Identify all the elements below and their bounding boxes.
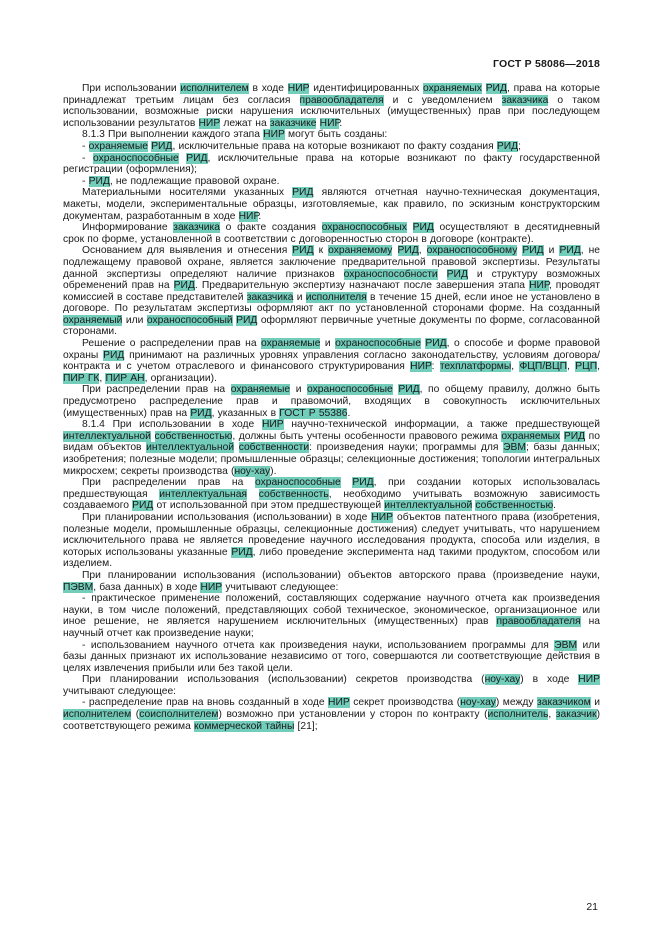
- highlighted-term: охраняемые: [88, 140, 149, 152]
- page-number: 21: [586, 901, 598, 913]
- highlighted-term: РИД: [151, 140, 173, 152]
- highlighted-term: РИД: [292, 187, 314, 199]
- highlighted-term: РИД: [132, 500, 154, 512]
- document-header: ГОСТ Р 58086—2018: [492, 58, 600, 70]
- highlighted-term: НИР: [287, 83, 310, 94]
- highlighted-term: исполнителя: [305, 291, 367, 303]
- highlighted-term: ноу-хау: [484, 674, 521, 686]
- highlighted-term: РИД: [186, 152, 208, 164]
- highlighted-term: РИД: [485, 83, 507, 94]
- highlighted-term: правообладателя: [299, 94, 384, 106]
- highlighted-term: РИД: [292, 245, 314, 257]
- paragraph: - охраноспособные РИД, исключительные права на которые возникают по факту государственной регистрации (оформления);: [63, 152, 600, 176]
- highlighted-term: охраноспособному: [426, 245, 518, 257]
- paragraph: Решение о распределении прав на охраняемые и охраноспособные РИД, о способе и форме правовой охраны РИД принимают на различных уровнях управления согласно законодательству, условиям договора/контракта и с учетом отраслевого и финансового структурирования НИР: техплатформы, ФЦП/ВЦП, РЦП, ПИР ГК, ПИР АН, организации).: [63, 338, 601, 384]
- highlighted-term: исполнителем: [180, 83, 249, 94]
- highlighted-term: заказчика: [501, 94, 549, 106]
- highlighted-term: РИД: [352, 477, 374, 489]
- paragraph: - охраняемые РИД, исключительные права на которые возникают по факту создания РИД;: [82, 140, 522, 152]
- paragraph: - РИД, не подлежащие правовой охране.: [82, 175, 280, 187]
- paragraph: При планировании использования (использовании) объектов авторского права (произведение науки, ПЭВМ, база данных) в ходе НИР учитывают следующее:: [63, 569, 600, 593]
- highlighted-term: коммерческой тайны: [193, 720, 295, 732]
- highlighted-term: охраняемые: [261, 338, 321, 350]
- highlighted-term: исполнитель: [487, 709, 549, 721]
- highlighted-term: НИР: [198, 117, 221, 129]
- highlighted-term: ПИР ГК: [63, 372, 100, 384]
- highlighted-term: собственностью: [475, 500, 554, 512]
- highlighted-term: НИР: [371, 511, 394, 523]
- highlighted-term: охраноспособности: [343, 268, 438, 280]
- highlighted-term: правообладателя: [496, 616, 581, 628]
- highlighted-term: ПИР АН: [105, 372, 145, 384]
- highlighted-term: РИД: [522, 245, 544, 257]
- highlighted-term: собственность: [258, 488, 329, 500]
- highlighted-term: охраняемому: [328, 245, 393, 257]
- highlighted-term: НИР: [578, 674, 600, 686]
- highlighted-term: РИД: [88, 175, 110, 187]
- paragraph: При планировании использования (использовании) секретов производства (ноу-хау) в ходе НИР учитывают следующее:: [63, 674, 600, 697]
- highlighted-term: РИД: [563, 430, 586, 442]
- highlighted-term: собственностью: [154, 430, 233, 442]
- highlighted-term: охраноспособных: [321, 222, 407, 234]
- paragraph: При распределении прав на охраняемые и охраноспособные РИД, по общему правилу, должно быть предусмотрено распределение прав и правомочий, входящих в совокупность исключительных (имущественных) прав на РИД, указанных в ГОСТ Р 55386.: [63, 384, 600, 419]
- highlighted-term: соисполнителем: [139, 709, 219, 721]
- paragraph: 8.1.4 При использовании в ходе НИР научно-технической информации, а также предшествующей интеллектуальной собственностью, должны быть учтены особенности правового режима охраняемых РИД по видам объектов интеллектуальной собственности: произведения науки; программы для ЭВМ; базы данных; изобретения; полезные модели; промышленные образцы; селекционные достижения; топологии интегральных микросхем; секреты производства (ноу-хау).: [63, 419, 601, 477]
- highlighted-term: НИР: [261, 419, 284, 431]
- paragraph: - распределение прав на вновь созданный в ходе НИР секрет производства (ноу-хау) между заказчиком и исполнителем (соисполнителем) возможно при установлении у сторон по контракту (исполнитель, заказчик) соответствующего режима коммерческой тайны [21];: [63, 697, 600, 732]
- highlighted-term: ЭВМ: [503, 442, 526, 454]
- highlighted-term: ноу-хау: [460, 697, 496, 709]
- highlighted-term: интеллектуальная: [159, 488, 248, 500]
- paragraph: При планировании использования (использовании) в ходе НИР объектов патентного права (изобретения, полезные модели, промышленные образцы, селекционные достижения) следует учитывать, что нарушением исключительного права не является проведение научного исследования продукта, способа или изделия, в которых использованы указанные РИД, либо проведение эксперимента над такими продуктом, способом или изделием.: [63, 511, 601, 570]
- highlighted-term: РИД: [236, 314, 258, 326]
- highlighted-term: охраняемых: [501, 430, 561, 442]
- highlighted-term: заказчике: [269, 117, 317, 129]
- highlighted-term: ЭВМ: [554, 639, 578, 651]
- highlighted-term: РИД: [173, 280, 195, 292]
- highlighted-term: РИД: [412, 222, 434, 234]
- highlighted-term: РИД: [446, 268, 468, 280]
- highlighted-term: РИД: [397, 245, 419, 257]
- highlighted-term: заказчик: [555, 709, 597, 721]
- highlighted-term: охраняемый: [63, 314, 123, 326]
- highlighted-term: НИР: [263, 129, 285, 141]
- paragraph: - практическое применение положений, составляющих содержание научного отчета как произведения науки, в том числе положений, представляющих собой техническое, экономическое, организационное или иное решение, не является нарушением исключительных (имущественных) прав правообладателя на научный отчет как произведение науки;: [63, 593, 600, 639]
- paragraph: Основанием для выявления и отнесения РИД к охраняемому РИД, охраноспособному РИД и РИД, не подлежащему правовой охране, является заключение предварительной правовой экспертизы. Результаты данной экспертизы определяют наличие признаков охраноспособности РИД и структуру возможных обременений прав на РИД. Предварительную экспертизу назначают после завершения этапа НИР, проводят комиссией в составе представителей заказчика и исполнителя в течение 15 дней, если иное не установлено в договоре. По результатам экспертизы оформляют акт по установленной сторонами форме. На созданный охраняемый или охраноспособный РИД оформляют первичные учетные документы по форме, согласованной сторонами.: [63, 245, 600, 338]
- paragraph: - использованием научного отчета как произведения науки, использованием программы для ЭВМ или базы данных признают их использование независимо от того, совершаются ли соответствующие действия в целях извлечения прибыли или без такой цели.: [63, 639, 600, 674]
- highlighted-term: исполнителем: [63, 709, 132, 721]
- highlighted-term: РИД: [496, 140, 519, 152]
- paragraph: При распределении прав на охраноспособные РИД, при создании которых использовалась предшествующая интеллектуальная собственность, необходимо учитывать возможную зависимость создаваемого РИД от использованной при этом предшествующей интеллектуальной собственностью.: [63, 477, 600, 512]
- highlighted-term: охраноспособный: [146, 314, 233, 326]
- highlighted-term: НИР: [410, 361, 432, 373]
- paragraph: Информирование заказчика о факте создания охраноспособных РИД осуществляют в десятидневный срок по форме, установленной в соответствии с договоренностью сторон в договоре (контракте).: [63, 222, 600, 245]
- highlighted-term: ПЭВМ: [63, 581, 94, 593]
- highlighted-term: НИР: [238, 210, 259, 222]
- highlighted-term: РИД: [231, 546, 253, 558]
- paragraph: Материальными носителями указанных РИД являются отчетная научно-техническая документация, макеты, модели, экспериментальные образцы, изготовляемые, как правило, по эскизным конструкторским документам, разработанным в ходе НИР.: [63, 187, 601, 222]
- highlighted-term: НИР: [319, 117, 340, 129]
- highlighted-term: НИР: [529, 280, 549, 292]
- highlighted-term: ноу-хау: [234, 465, 271, 477]
- highlighted-term: охраноспособные: [254, 477, 341, 489]
- highlighted-term: РИД: [103, 349, 125, 361]
- highlighted-term: РИД: [425, 338, 447, 350]
- highlighted-term: техплатформы: [439, 361, 512, 373]
- document-body: [63, 83, 600, 732]
- highlighted-term: РИД: [398, 384, 420, 396]
- highlighted-term: охраноспособные: [307, 384, 393, 396]
- highlighted-term: РИД: [190, 407, 212, 419]
- highlighted-term: охраноспособные: [92, 152, 179, 164]
- highlighted-term: РИД: [559, 245, 581, 257]
- paragraph: При использовании исполнителем в ходе НИР идентифицированных охраняемых РИД, права на которые принадлежат третьим лицам без согласия правообладателя и с уведомлением заказчика о таком использовании, возможные риски нарушения исключительных (имущественных) прав при последующем использовании результатов НИР лежат на заказчике НИР.: [63, 83, 600, 129]
- highlighted-term: интеллектуальной: [146, 442, 235, 454]
- highlighted-term: собственности: [238, 442, 310, 454]
- paragraph: 8.1.3 При выполнении каждого этапа НИР могут быть созданы:: [82, 129, 388, 141]
- highlighted-term: ФЦП/ВЦП: [519, 361, 568, 373]
- highlighted-term: интеллектуальной: [63, 430, 151, 442]
- highlighted-term: охраняемые: [230, 384, 291, 396]
- highlighted-term: охраноспособные: [335, 338, 421, 350]
- highlighted-term: заказчика: [173, 222, 220, 234]
- highlighted-term: интеллектуальной: [384, 500, 473, 512]
- highlighted-term: НИР: [328, 697, 350, 709]
- highlighted-term: ГОСТ Р 55386: [279, 407, 348, 419]
- highlighted-term: заказчиком: [537, 697, 591, 709]
- highlighted-term: охраняемых: [423, 83, 482, 94]
- highlighted-term: заказчика: [246, 291, 294, 303]
- highlighted-term: НИР: [200, 581, 223, 593]
- highlighted-term: РЦП: [575, 361, 598, 373]
